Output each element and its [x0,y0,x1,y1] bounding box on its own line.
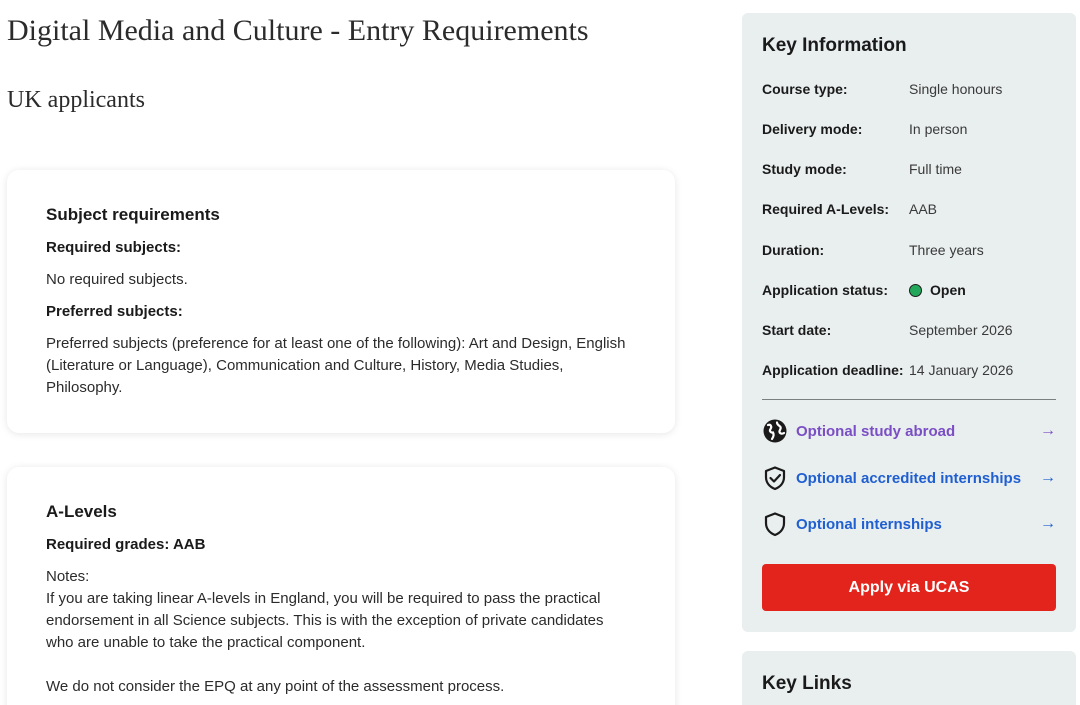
info-value: In person [909,121,968,137]
info-key: Application deadline: [762,362,904,378]
info-key: Required A-Levels: [762,201,890,217]
info-value: Single honours [909,81,1003,97]
info-row-course-type [762,78,1056,100]
shield-icon [762,511,788,537]
link-optional-study-abroad[interactable] [762,417,1056,445]
page-title: Digital Media and Culture - Entry Requirements [7,14,589,47]
a-levels-card [7,467,675,705]
info-key: Duration: [762,242,825,258]
subject-requirements-heading: Subject requirements [46,205,220,224]
shield-check-icon [762,465,788,491]
notes-text: If you are taking linear A-levels in England, you will be required to pass the practical endorsement in all Science subjects. This is with the exception of private candidates who are unable to take the practical component. [46,590,604,651]
link-label: Optional study abroad [796,422,956,440]
epq-text: We do not consider the EPQ at any point of the assessment process. [46,678,505,695]
divider [762,399,1056,400]
info-row-start-date [762,319,1056,341]
link-optional-internships[interactable] [762,510,1056,538]
info-value: AAB [909,201,938,217]
key-information-panel [742,13,1076,632]
preferred-subjects-label: Preferred subjects: [46,303,183,320]
subject-requirements-card [7,170,675,433]
info-value: September 2026 [909,322,1013,338]
key-information-heading: Key Information [762,35,907,56]
link-label: Optional internships [796,515,942,533]
globe-icon [762,418,788,444]
info-row-study-mode [762,158,1056,180]
apply-via-ucas-button[interactable]: Apply via UCAS [762,564,1056,611]
arrow-right-icon: → [1040,515,1056,532]
required-subjects-text: No required subjects. [46,271,188,288]
info-value: Full time [909,161,962,177]
section-title: UK applicants [7,87,145,113]
info-key: Start date: [762,322,832,338]
info-row-duration [762,239,1056,261]
info-key: Delivery mode: [762,121,863,137]
notes-label: Notes: [46,568,90,585]
a-levels-heading: A-Levels [46,502,117,521]
info-row-required-a-levels [762,198,1056,220]
key-links-heading: Key Links [762,673,852,694]
info-row-delivery-mode [762,118,1056,140]
arrow-right-icon: → [1040,422,1056,439]
info-value: 14 January 2026 [909,362,1014,378]
preferred-subjects-text: Preferred subjects (preference for at least one of the following): Art and Design, English (Literature or Language), Communication and Culture, History, Media Studies, Philosophy. [46,335,626,396]
info-key: Course type: [762,81,848,97]
status-badge [909,279,966,301]
arrow-right-icon: → [1040,469,1056,486]
info-key: Application status: [762,282,889,298]
info-value [909,279,966,303]
link-label: Optional accredited internships [796,469,1022,487]
status-dot-icon [909,284,922,297]
info-value: Three years [909,242,984,258]
status-text: Open [930,282,966,298]
info-key: Study mode: [762,161,847,177]
required-grades-label: Required grades: AAB [46,536,206,553]
info-row-application-deadline [762,359,1056,381]
key-links-panel [742,651,1076,705]
link-optional-accredited-internships[interactable] [762,464,1056,492]
info-row-application-status [762,279,1056,301]
required-subjects-label: Required subjects: [46,239,182,256]
